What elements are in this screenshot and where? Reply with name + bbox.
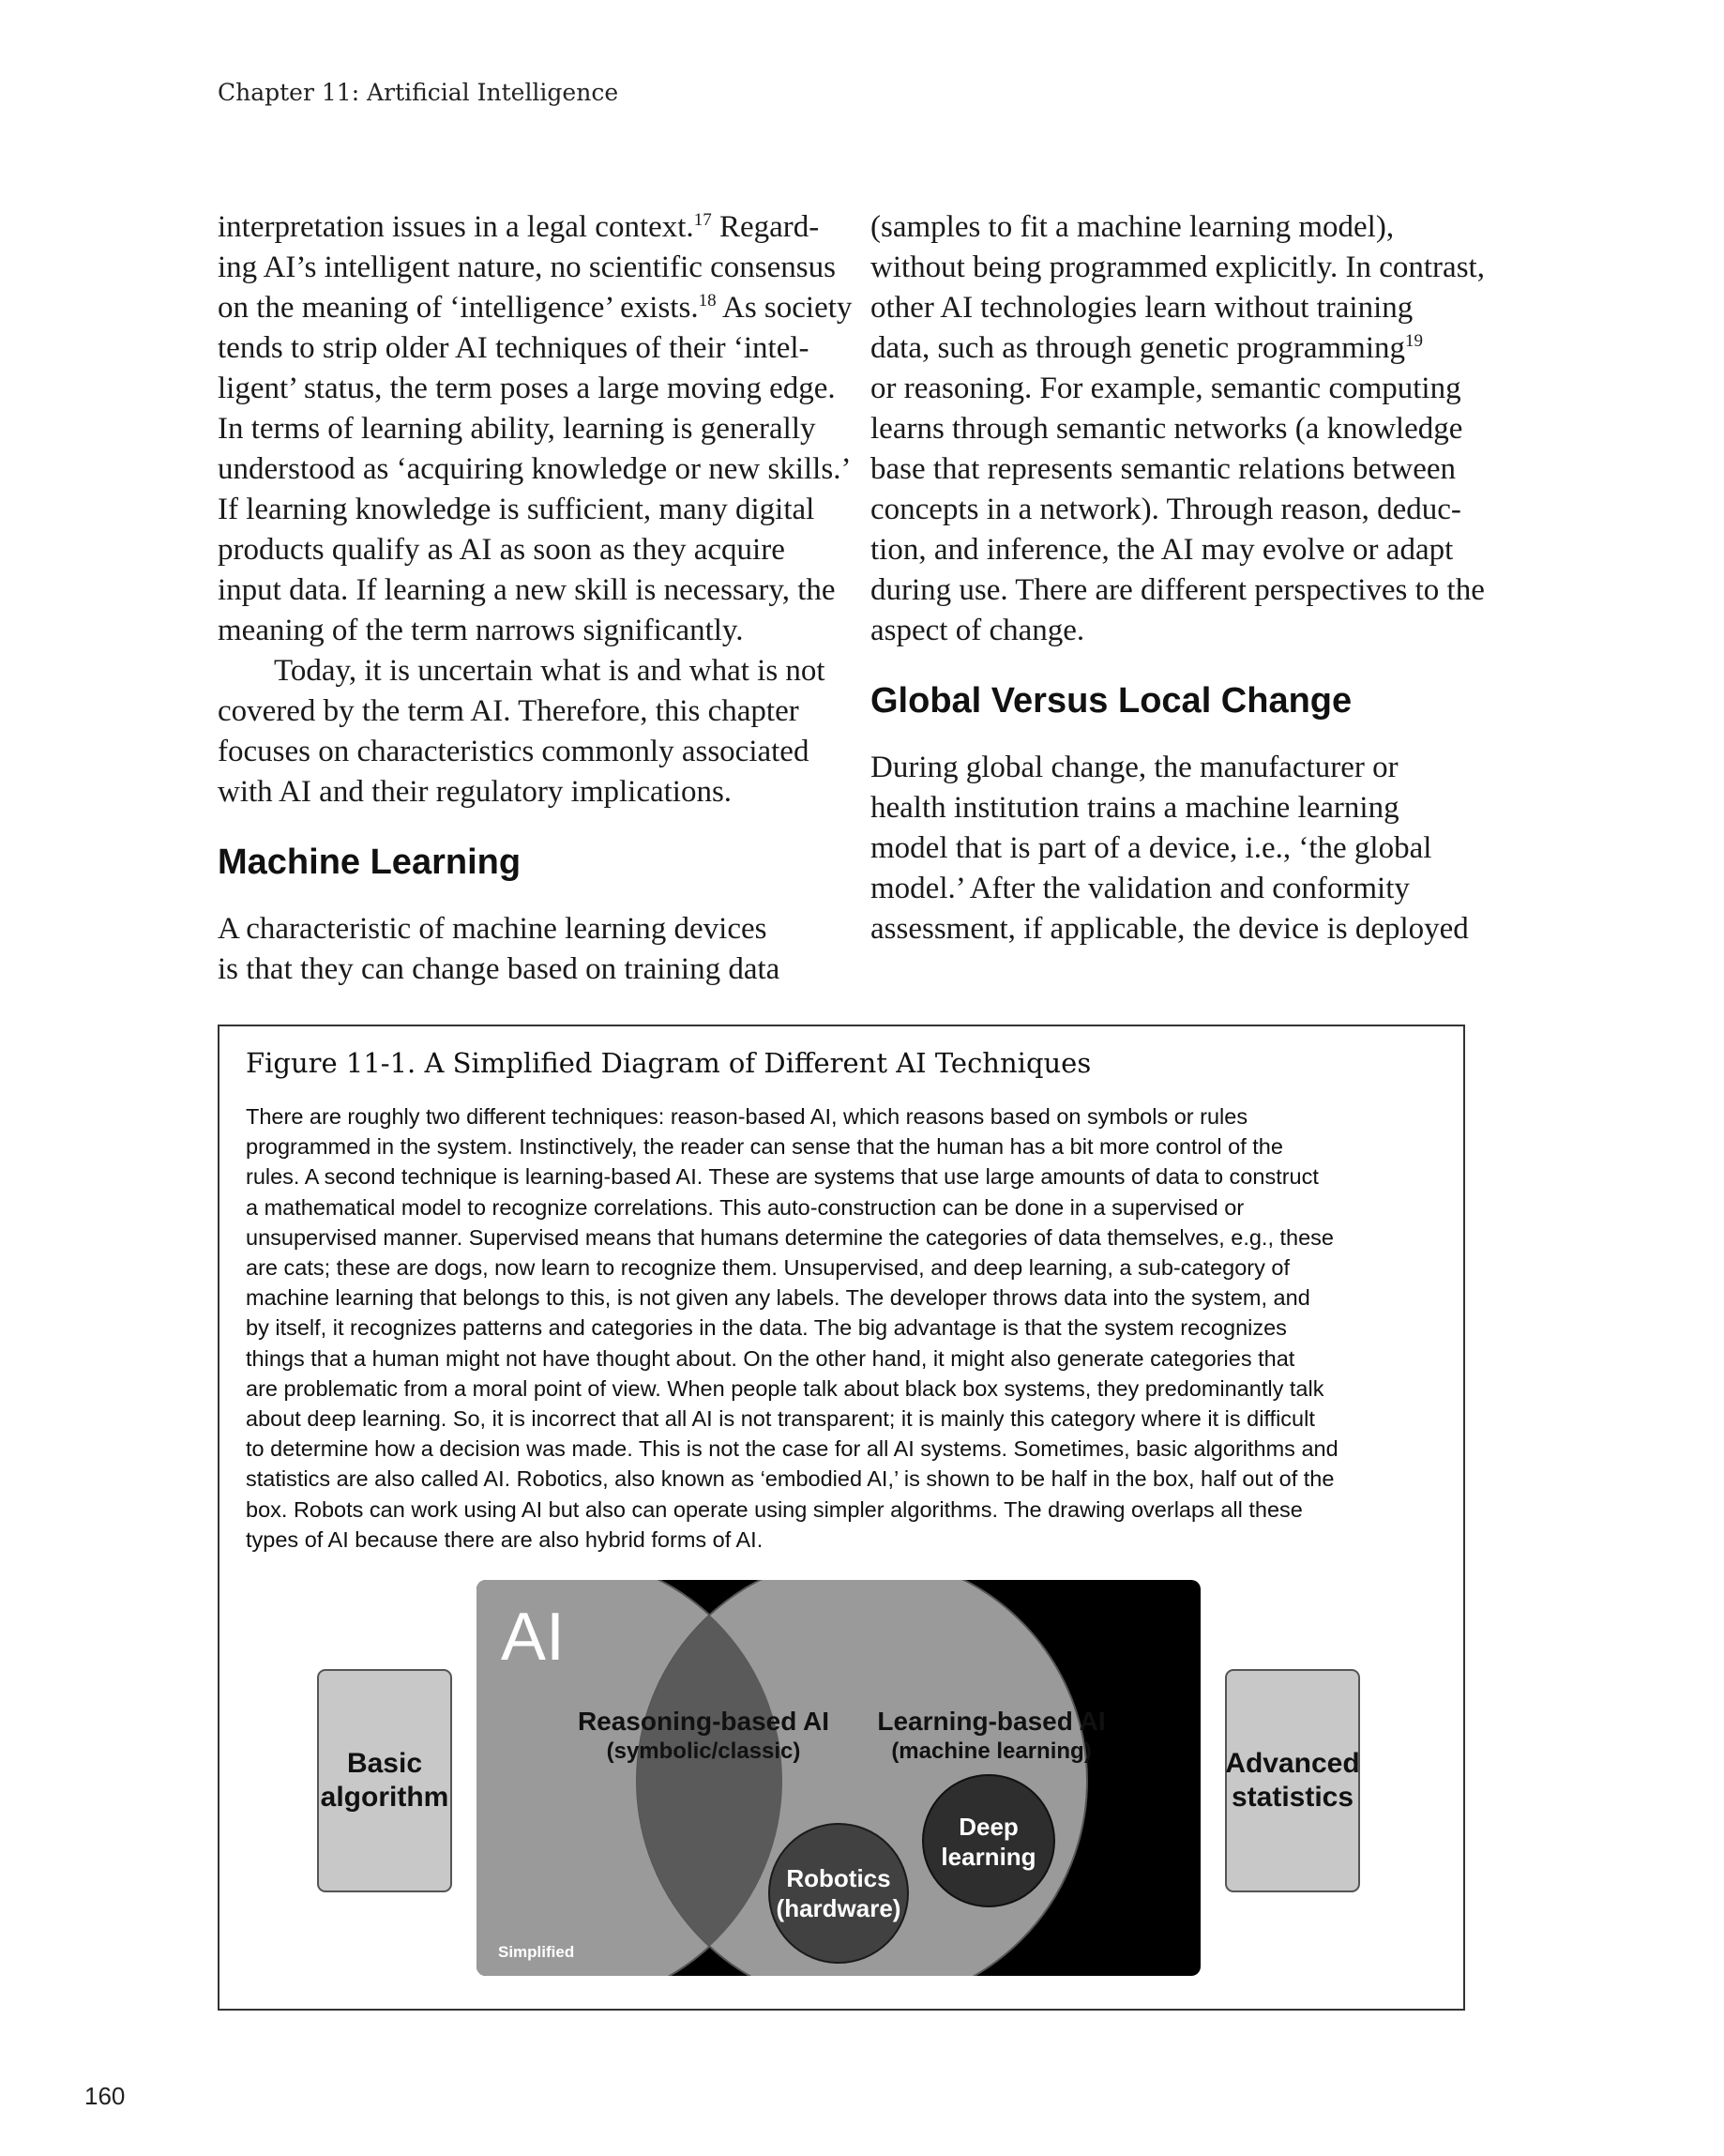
footnote-ref: 19 (1405, 331, 1424, 351)
advanced-statistics-label-1: Advanced (1225, 1748, 1360, 1779)
left-para-1 (218, 207, 853, 651)
text-line: health institution trains a machine learning (870, 791, 1399, 825)
text-line: focuses on characteristics commonly associated (218, 735, 809, 768)
text-line: A characteristic of machine learning devices (218, 912, 767, 946)
footnote-ref: 18 (698, 291, 717, 311)
text-line: tion, and inference, the AI may evolve or adapt (870, 533, 1454, 567)
learning-title: Learning-based AI (877, 1707, 1106, 1736)
text-line: or reasoning. For example, semantic computing (870, 372, 1461, 405)
text-line: box. Robots can work using AI but also can operate using simpler algorithms. The drawing overlaps all these (246, 1496, 1303, 1522)
text-line: model.’ After the validation and conformity (870, 872, 1410, 905)
text-line: aspect of change. (870, 614, 1085, 647)
text-line: a mathematical model to recognize correlations. This auto-construction can be done in a supervised or (246, 1194, 1245, 1220)
reasoning-title: Reasoning-based AI (577, 1707, 830, 1736)
right-column (870, 207, 1485, 949)
learning-subtitle: (machine learning) (891, 1738, 1092, 1764)
text-line: In terms of learning ability, learning is generally (218, 412, 816, 446)
deep-learning-label-2: learning (941, 1843, 1036, 1871)
text-line: base that represents semantic relations between (870, 452, 1457, 486)
text-line: are problematic from a moral point of view. When people talk about black box systems, they predominantly talk (246, 1375, 1324, 1401)
basic-algorithm-label-1: Basic (346, 1748, 423, 1779)
text-line: on the meaning of ‘intelligence’ exists.$^{18}$ As society (218, 291, 853, 325)
text-line: learns through semantic networks (a knowledge (870, 412, 1463, 446)
advanced-statistics-label-2: statistics (1231, 1782, 1354, 1813)
footnote-ref: 17 (693, 210, 712, 230)
text-line: by itself, it recognizes patterns and categories in the data. The big advantage is that the system recognizes (246, 1315, 1287, 1341)
ai-label: AI (501, 1600, 566, 1675)
text-line: during use. There are different perspectives to the (870, 573, 1485, 607)
text-line: covered by the term AI. Therefore, this chapter (218, 694, 799, 728)
text-line: Today, it is uncertain what is and what is not (274, 654, 825, 688)
text-line: to determine how a decision was made. This is not the case for all AI systems. Sometimes, basic algorithms and (246, 1436, 1338, 1462)
right-para-2 (870, 748, 1480, 949)
text-line: assessment, if applicable, the device is deployed (870, 912, 1469, 946)
text-line: rules. A second technique is learning-based AI. These are systems that use large amounts of data to construct (246, 1164, 1319, 1190)
text-line: about deep learning. So, it is incorrect that all AI is not transparent; it is mainly this category where it is difficult (246, 1406, 1315, 1432)
text-line: ing AI’s intelligent nature, no scientific consensus (218, 251, 836, 284)
text-line: is that they can change based on training data (218, 952, 780, 986)
text-line: concepts in a network). Through reason, deduc- (870, 493, 1461, 526)
left-column (218, 207, 853, 990)
text-line: unsupervised manner. Supervised means that humans determine the categories of data themselves, e.g., these (246, 1224, 1335, 1250)
figure-box (218, 1025, 1465, 2011)
robotics-circle (769, 1824, 908, 1963)
text-line: understood as ‘acquiring knowledge or new skills.’ (218, 452, 852, 486)
text-line: programmed in the system. Instinctively, the reader can sense that the human has a bit more control of the (246, 1134, 1283, 1160)
robotics-label-1: Robotics (786, 1864, 891, 1892)
text-line: without being programmed explicitly. In contrast, (870, 251, 1485, 284)
running-head: Chapter 11: Artificial Intelligence (218, 79, 619, 106)
figure-title: Figure 11-1. A Simplified Diagram of Different AI Techniques (246, 1047, 1092, 1079)
text-line: model that is part of a device, i.e., ‘the global (870, 831, 1432, 865)
right-para-1 (870, 207, 1485, 651)
text-line: products qualify as AI as soon as they acquire (218, 533, 785, 567)
text-line: (samples to fit a machine learning model), (870, 210, 1395, 244)
text-line: meaning of the term narrows significantly. (218, 614, 744, 647)
left-para-3 (218, 909, 818, 990)
text-line: machine learning that belongs to this, is not given any labels. The developer throws data into the system, and (246, 1285, 1310, 1311)
text-line: things that a human might not have thought about. On the other hand, it might also generate categories that (246, 1345, 1295, 1371)
text-line: data, such as through genetic programming$^{19}$ (870, 331, 1424, 365)
text-line: If learning knowledge is sufficient, many digital (218, 493, 815, 526)
text-line: interpretation issues in a legal context.$^{17}$ Regard- (218, 210, 820, 244)
text-line: input data. If learning a new skill is necessary, the (218, 573, 836, 607)
ai-venn-diagram (219, 1026, 1463, 2009)
section-heading-global-vs-local: Global Versus Local Change (870, 681, 1353, 721)
basic-algorithm-label-2: algorithm (320, 1782, 449, 1813)
reasoning-subtitle: (symbolic/classic) (606, 1738, 801, 1764)
text-line: other AI technologies learn without training (870, 291, 1414, 325)
text-line: ligent’ status, the term poses a large moving edge. (218, 372, 836, 405)
page-number: 160 (84, 2082, 126, 2110)
text-line: tends to strip older AI techniques of their ‘intel- (218, 331, 809, 365)
deep-learning-label-1: Deep (959, 1813, 1019, 1841)
left-para-2 (218, 651, 825, 812)
text-line: are cats; these are dogs, now learn to recognize them. Unsupervised, and deep learning, a sub-category of (246, 1255, 1290, 1281)
text-line: During global change, the manufacturer or (870, 751, 1399, 784)
deep-learning-circle (923, 1775, 1054, 1906)
text-line: with AI and their regulatory implications. (218, 775, 733, 809)
text-line: statistics are also called AI. Robotics, also known as ‘embodied AI,’ is shown to be half in the box, half out of the (246, 1466, 1335, 1492)
text-line: types of AI because there are also hybrid forms of AI. (246, 1526, 764, 1552)
text-line: There are roughly two different techniques: reason-based AI, which reasons based on symbols or rules (246, 1104, 1248, 1129)
robotics-label-2: (hardware) (776, 1894, 901, 1922)
simplified-label: Simplified (498, 1943, 575, 1961)
section-heading-machine-learning: Machine Learning (218, 843, 522, 882)
